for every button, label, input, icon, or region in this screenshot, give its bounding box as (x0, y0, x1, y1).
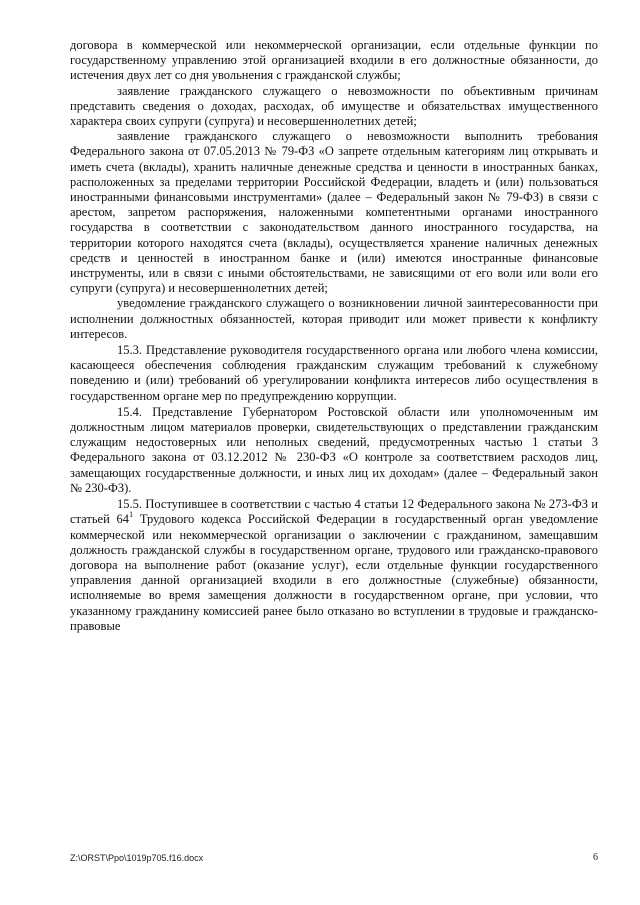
paragraph-15-3: 15.3. Представление руководителя государственного органа или любого члена комиссии, касающееся обеспечения соблюдения гражданским служащим требований к служебному поведению и (или) требований об урегулировании конфликта интересов либо осуществления в государственном органе мер по предупреждению коррупции. (70, 343, 598, 403)
paragraph-15-5-start: 15.5. Поступившее в соответствии с частью 4 статьи 12 Федерального закона № 273-ФЗ и статьей 64 (70, 497, 598, 527)
document-body (70, 38, 598, 634)
paragraph-15-5 (70, 497, 598, 634)
paragraph-15-5-rest: Трудового кодекса Российской Федерации в государственный орган уведомление коммерческой или некоммерческой организации о заключении с гражданином, замещавшим должность гражданской службы в государственном органе, трудового или гражданско-правового договора на выполнение работ (оказание услуг), если отдельные функции государственного управления данной организацией входили в его должностные (служебные) обязанности, исполняемые во время замещения должности в государственном органе, при условии, что указанному гражданину комиссией ранее было отказано во вступлении в трудовые и гражданско-правовые (70, 512, 598, 633)
paragraph-conflict-notice: уведомление гражданского служащего о возникновении личной заинтересованности при исполнении должностных обязанностей, которая приводит или может привести к конфликту интересов. (70, 296, 598, 341)
article-superscript: 1 (129, 510, 134, 520)
footer-file-path: Z:\ORST\Ppo\1019p705.f16.docx (70, 853, 204, 863)
paragraph-income-statement: заявление гражданского служащего о невозможности по объективным причинам представить сведения о доходах, расходах, об имуществе и обязательствах имущественного характера своих супруги (супруга) и несовершеннолетних детей; (70, 83, 598, 129)
page-number: 6 (593, 852, 598, 863)
paragraph-15-4: 15.4. Представление Губернатором Ростовской области или уполномоченным им должностным лицом материалов проверки, свидетельствующих о представлении гражданским служащим недостоверных или неполных сведений, предусмотренных частью 1 статьи 3 Федерального закона от 03.12.2012 № 230-ФЗ «О контроле за соответствием расходов лиц, замещающих государственные должности, и иных лиц их доходам» (далее – Федеральный закон № 230-ФЗ). (70, 404, 598, 495)
paragraph-foreign-accounts-statement: заявление гражданского служащего о невозможности выполнить требования Федерального закона от 07.05.2013 № 79-ФЗ «О запрете отдельным категориям лиц открывать и иметь счета (вклады), хранить наличные денежные средства и ценности в иностранных банках, расположенных за пределами территории Российской Федерации, владеть и (или) пользоваться иностранными финансовыми инструментами» (далее – Федеральный закон № 79-ФЗ) в связи с арестом, запретом распоряжения, наложенными компетентными органами иностранного государства в соответствии с законодательством данного иностранного государства, на территории которого находятся счета (вклады), осуществляется хранение наличных денежных средств и ценностей в иностранном банке и (или) имеются иностранные финансовые инструменты, или в связи с иными обстоятельствами, не зависящими от его воли или воли его супруги (супруга) и несовершеннолетних детей; (70, 129, 598, 296)
paragraph-continuation: договора в коммерческой или некоммерческой организации, если отдельные функции по государственному управлению этой организацией входили в его должностные обязанности, до истечения двух лет со дня увольнения с гражданской службы; (70, 38, 598, 83)
